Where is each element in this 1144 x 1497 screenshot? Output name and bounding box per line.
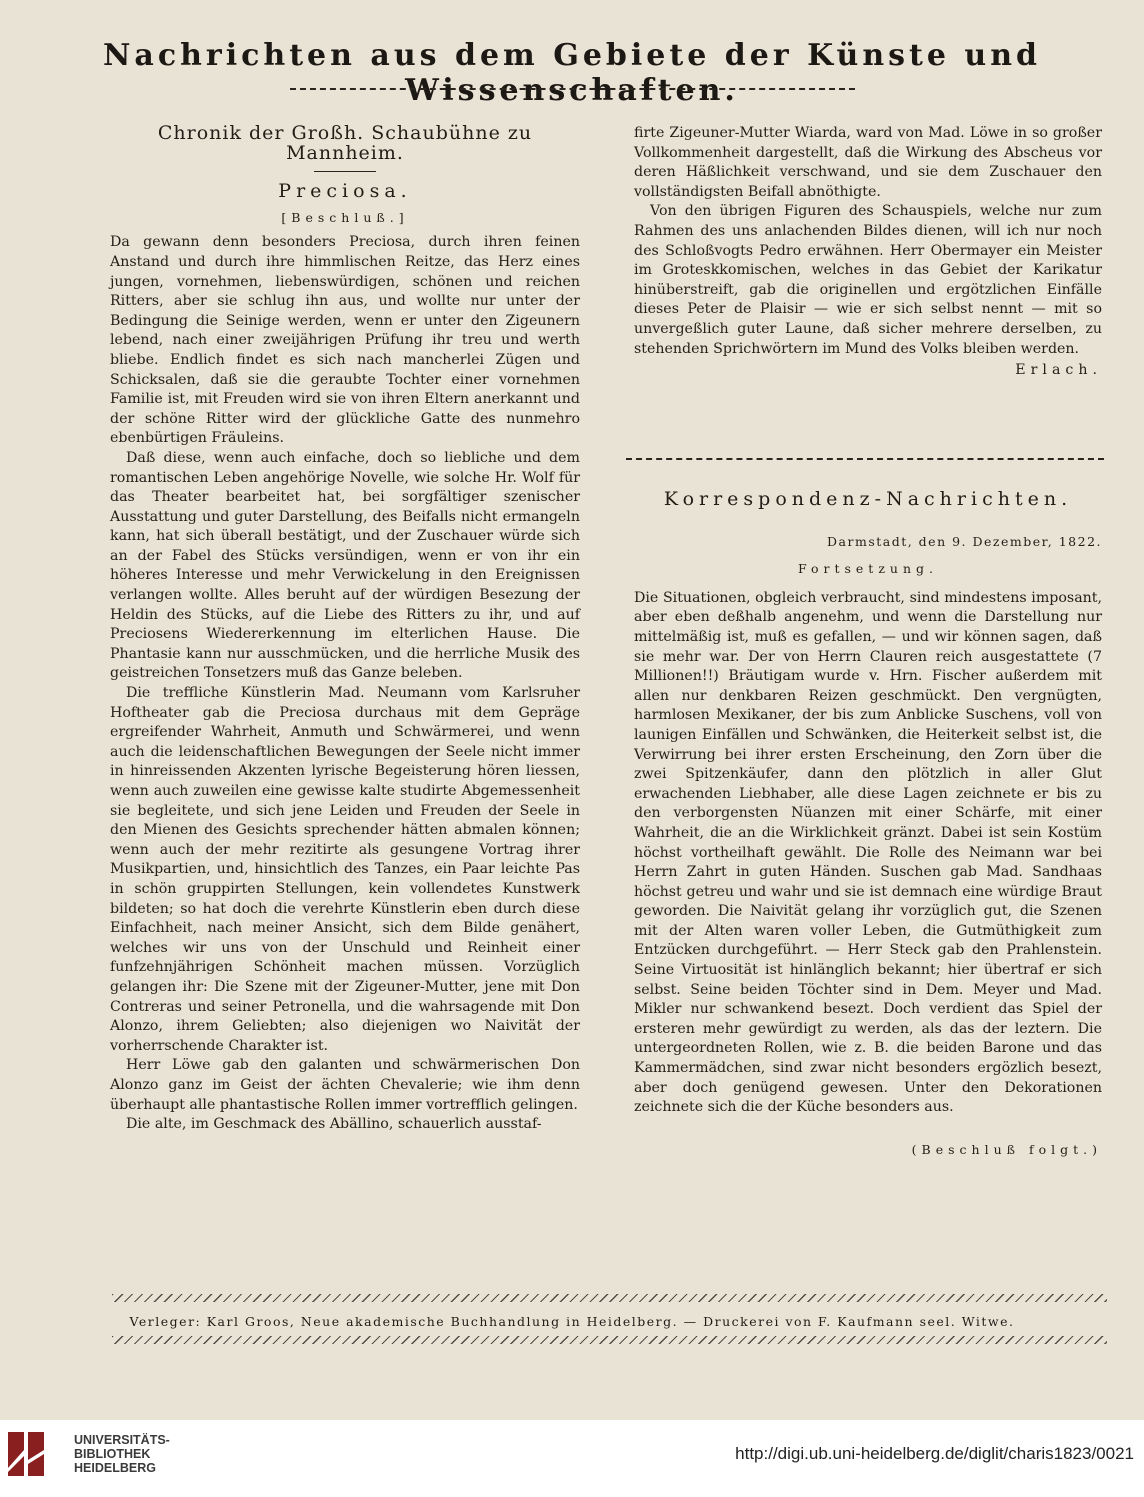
to-be-concluded: (Beschluß folgt.) — [911, 1141, 1102, 1157]
left-paragraph: Da gewann denn besonders Preciosa, durch ihren feinen Anstand und durch ihre himmlischen Reitze, das Herz eines jungen, vornehmen, liebenswürdigen, schönen und reichen Ritters, aber sie schlug ihn aus, und wollte nur unter der Bedingung die Seinige werden, wenn er unter den Zigeunern lebend, nach einer zweijährigen Prüfung ihr treu und werth bliebe. Endlich findet es sich nach mancherlei Zügen und Schicksalen, daß sie die geraubte Tochter einer vornehmen Familie ist, mit Freuden wird sie von ihren Eltern anerkannt und der schöne Ritter wird der glückliche Gatte des nunmehro ebenbürtigen Fräuleins. — [110, 234, 580, 447]
right-column-bottom — [634, 490, 1102, 1159]
dateline: Darmstadt, den 9. Dezember, 1822. — [827, 533, 1102, 549]
masthead-rule — [290, 88, 855, 90]
left-paragraph: Daß diese, wenn auch einfache, doch so liebliche und dem romantischen Leben angehörige Novelle, wie solche Hr. Wolf für das Theater bearbeitet hat, bei sorgfältiger szenischer Ausstattung und guter Darstellung, des Beifalls nicht ermangeln kann, hat sich überall bestätigt, und der Zuschauer würde sich an der Fabel des Stücks versündigen, wenn er von ihr ein höheres Interesse und mehr Verwickelung in den Ereignissen verlangen wollte. Alles beruht auf der würdigen Besezung der Heldin des Stücks, auf die Liebe des Ritters zu ihr, und auf Preciosens Wiedererkennung im elterlichen Hause. Die Phantasie kann nur ausschmücken, und die herrliche Musik des geistreichen Tonsetzers muß das Ganze beleben. — [110, 449, 580, 682]
left-paragraph: Herr Löwe gab den galanten und schwärmerischen Don Alonzo ganz im Geist der ächten Chevalerie; wie ihm denn überhaupt alle phantastische Rollen immer vortrefflich gelingen. — [110, 1057, 580, 1113]
masthead-title: Nachrichten aus dem Gebiete der Künste und Wissenschaften. — [102, 38, 1042, 108]
continuation-label: Fortsetzung. — [797, 561, 938, 577]
chronicle-title: Chronik der Großh. Schaubühne zu Mannheim. — [157, 122, 533, 164]
right-paragraph: Die Situationen, obgleich verbraucht, sind mindestens imposant, aber eben deßhalb angenehm, und wenn die Darstellung nur mittelmäßig ist, muß es gefallen, — und wir können sagen, daß sie mehr war. Der von Herrn Clauren reich ausgestattete (7 Millionen!!) Bräutigam wurde v. Hrn. Fischer außerdem mit allen nur denkbaren Reizen geschmückt. Den vergnügten, harmlosen Mexikaner, der bis zum Anblicke Suschens, voll von launigen Einfällen und Schwänken, die Heiterkeit selbst ist, die Verwirrung bei ihrer ersten Erscheinung, den Zorn über die zwei Spitzenkäufer, dann den plötzlich in aller Glut erwachenden Liebhaber, alle diese Lagen zeichnete er bis zu den verborgensten Nüanzen mit einer Schärfe, mit einer Wahrheit, die an die Wirklichkeit gränzt. Dabei ist sein Kostüm höchst vortheilhaft gewählt. Die Rolle des Neimann war bei Herrn Zahrt in guten Händen. Suschen gab Mad. Sandhaas höchst getreu und wahr und sie ist demnach eine würdige Braut geworden. Die Naivität gelang ihr vorzüglich gut, die Szenen mit der Alten waren voller Leben, die Gutmüthigkeit zum Entzücken durchgeführt. — Herr Steck gab den Prahlenstein. Seine Virtuosität ist hinlänglich bekannt; hier übertraf er sich selbst. Seine beiden Töchter sind in Dem. Meyer und Mad. Mikler nur schwankend besezt. Doch verdient das Spiel der ersteren mehr gewürdigt zu werden, als das der leztern. Die untergeordneten Rollen, wie z. B. die beiden Barone und das Kammermädchen, sind zwar nicht besonders ergözlich besezt, aber doch genügend gewesen. Unter den Dekorationen zeichnete sich die der Küche besonders aus. — [634, 589, 1102, 1116]
play-title: Preciosa. — [278, 180, 412, 203]
library-name — [74, 1433, 170, 1475]
university-library-logo-icon — [6, 1430, 68, 1478]
footer-rule-bottom — [112, 1336, 1107, 1344]
correspondence-title: Korrespondenz-Nachrichten. — [663, 488, 1073, 510]
right-paragraph: firte Zigeuner-Mutter Wiarda, ward von Mad. Löwe in so großer Vollkommenheit dargestellt, daß die Wirkung des Abscheus vor deren Häßlichkeit verschwand, und sie dem Zuschauer den vollständigsten Beifall abnöthigte. — [634, 125, 1102, 200]
signature: Erlach. — [1015, 362, 1102, 379]
source-url[interactable]: http://digi.ub.uni-heidelberg.de/diglit/charis1823/0021 — [735, 1444, 1134, 1463]
left-paragraph: Die treffliche Künstlerin Mad. Neumann vom Karlsruher Hoftheater gab die Preciosa durchaus mit dem Gepräge ergreifender Wahrheit, Anmuth und Schwärmerei, und wenn auch die leidenschaftlichen Bewegungen der Seele nicht immer in hinreissenden Akzenten lyrische Begeisterung hören liessen, wenn auch zuweilen eine gewisse kalte studirte Abgemessenheit sie begleitete, und sich jene Leiden und Freuden der Seele in den Mienen des Gesichts sprechender hätten abmalen können; wenn auch der mehr rezitirte als gesungene Vortrag ihrer Musikpartien, und, hinsichtlich des Tanzes, ein Paar leichte Pas in schön gruppirten Stellungen, kein vollendetes Kunstwerk bildeten; so hat doch die verehrte Künstlerin eben durch diese Einfachheit, nach meiner Ansicht, sich dem Bilde genähert, welches wir uns von der Unschuld und Reinheit einer funfzehnjährigen Schönheit machen müssen. Vorzüglich gelangen ihr: Die Szene mit der Zigeuner-Mutter, jene mit Don Contreras und seiner Petronella, und die wahrsagende mit Don Alonzo, ihrem Geliebten; also diejenigen wo Naivität der vorherrschende Charakter ist. — [110, 685, 580, 1054]
title-divider — [314, 171, 376, 172]
right-paragraph: Von den übrigen Figuren des Schauspiels, welche nur zum Rahmen des uns anlachenden Bildes dienen, will ich nur noch des Schloßvogts Pedro erwähnen. Herr Obermayer ein Meister im Groteskkomischen, welches in das Gebiet der Karikatur hinüberstreift, gab die originellen und ergötzlichen Einfälle dieses Peter de Plaisir — wie er sich selbst nennt — mit so unvergeßlich guter Laune, daß sicher mehrere derselben, zu stehenden Sprichwörtern im Mund des Volks bleiben werden. — [634, 203, 1102, 357]
library-line: HEIDELBERG — [74, 1461, 156, 1475]
library-line: BIBLIOTHEK — [74, 1447, 151, 1461]
publisher-footer: Verleger: Karl Groos, Neue akademische Buchhandlung in Heidelberg. — Druckerei von F. Kaufmann seel. Witwe. — [129, 1314, 1015, 1329]
library-line: UNIVERSITÄTS- — [74, 1433, 170, 1447]
left-column — [110, 124, 580, 1135]
section-separator — [626, 458, 1104, 460]
footer-rule-top — [112, 1294, 1107, 1302]
conclusion-label: [Beschluß.] — [281, 209, 409, 225]
right-column-top — [634, 124, 1102, 381]
left-paragraph: Die alte, im Geschmack des Abällino, schauerlich ausstaf- — [126, 1116, 542, 1133]
